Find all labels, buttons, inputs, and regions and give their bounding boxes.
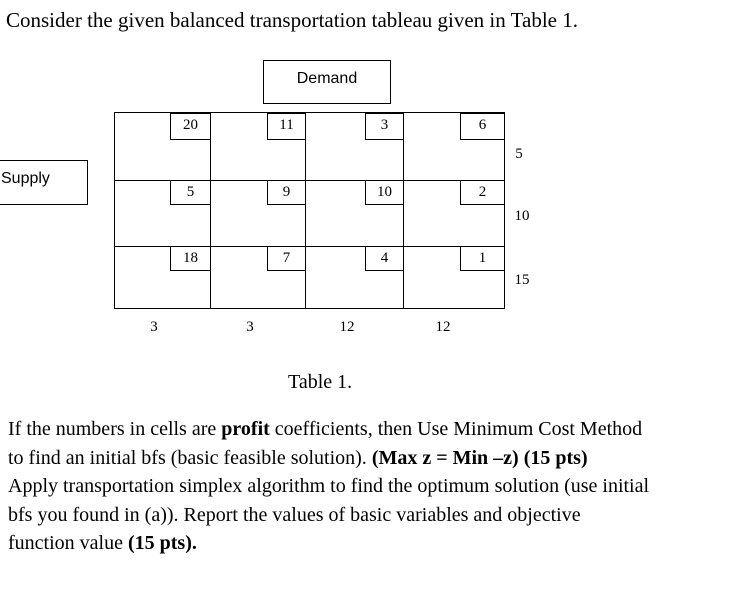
q-line1-c: coefficients, then Use Minimum Cost Method: [269, 418, 643, 440]
cost-cell-r1-c4: 6: [460, 113, 505, 140]
demand-label-box: Demand: [263, 60, 391, 104]
cost-cell-r3-c1: 18: [170, 246, 211, 271]
cost-cell-r2-c3: 10: [365, 180, 404, 205]
cost-cell-r2-c2: 9: [267, 180, 306, 205]
supply-value-r1: 5: [515, 146, 523, 162]
cost-cell-r1-c2: 11: [267, 113, 306, 140]
q-line5-a: function value: [8, 532, 128, 554]
cost-cell-r1-c3: 3: [365, 113, 404, 140]
demand-value-c1: 3: [150, 319, 158, 335]
question-text: [8, 415, 728, 558]
demand-value-c4: 12: [435, 319, 451, 335]
demand-value-c3: 12: [339, 319, 355, 335]
q-line1-b: profit: [221, 418, 270, 440]
cost-cell-r3-c4: 1: [460, 246, 505, 271]
supply-value-r2: 10: [514, 208, 530, 224]
demand-value-c2: 3: [246, 319, 254, 335]
q-line1-a: If the numbers in cells are: [8, 418, 222, 440]
heading-text: Consider the given balanced transportation tableau given in Table 1.: [6, 8, 578, 32]
table-caption: Table 1.: [288, 371, 353, 393]
cost-cell-r1-c1: 20: [170, 113, 211, 140]
cost-cell-r3-c2: 7: [267, 246, 306, 271]
q-line2-a: to find an initial bfs (basic feasible solution).: [8, 446, 372, 469]
q-line2-b: (Max z = Min –z) (15 pts): [371, 446, 588, 469]
transportation-tableau: [114, 112, 505, 309]
q-line3: Apply transportation simplex algorithm to find the optimum solution (use initial: [8, 475, 650, 497]
cost-cell-r3-c3: 4: [365, 246, 404, 271]
supply-label-box: Supply: [0, 160, 88, 205]
q-line5-b: (15 pts).: [127, 532, 197, 554]
cost-cell-r2-c4: 2: [460, 180, 505, 205]
supply-value-r3: 15: [514, 272, 530, 288]
cost-cell-r2-c1: 5: [170, 180, 211, 205]
q-line4: bfs you found in (a)). Report the values of basic variables and objective: [8, 503, 581, 526]
